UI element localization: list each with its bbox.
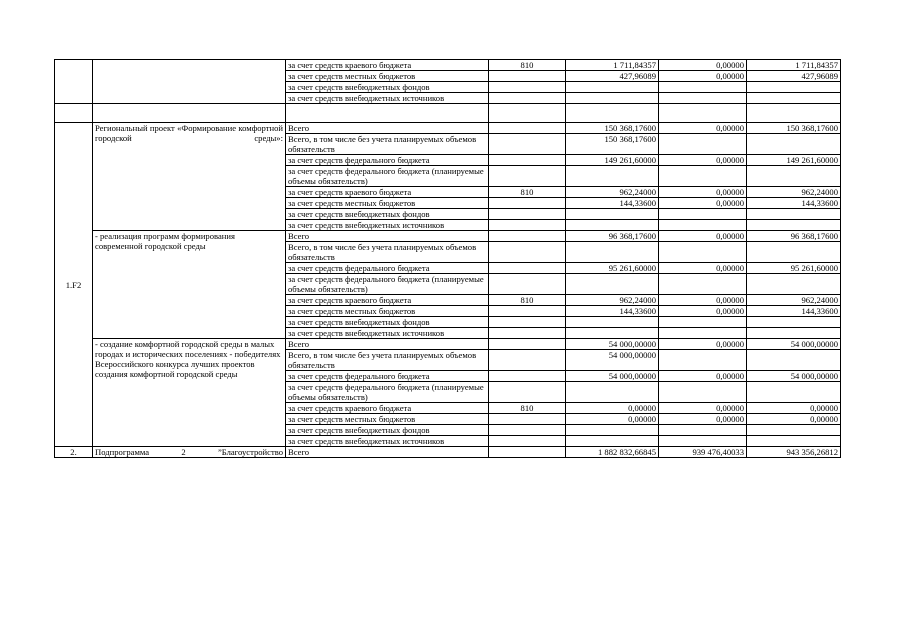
funding-source-cell: за счет средств краевого бюджета xyxy=(286,295,489,306)
amount-column-2-cell xyxy=(659,209,747,220)
funding-source-cell: Всего xyxy=(286,123,489,134)
funding-source-cell: за счет средств краевого бюджета xyxy=(286,403,489,414)
total-amount-cell: 427,96089 xyxy=(566,71,659,82)
amount-column-2-cell xyxy=(659,242,747,263)
amount-column-2-cell xyxy=(659,274,747,295)
total-amount-cell xyxy=(566,436,659,447)
empty-cell xyxy=(93,104,286,123)
amount-column-2-cell: 0,00000 xyxy=(659,155,747,166)
funding-source-cell: за счет средств местных бюджетов xyxy=(286,198,489,209)
empty-cell xyxy=(659,104,747,123)
budget-code-cell xyxy=(489,93,566,104)
funding-source-cell: за счет средств федерального бюджета (планируемые объемы обязательств) xyxy=(286,274,489,295)
budget-code-cell xyxy=(489,328,566,339)
table-row xyxy=(55,60,841,71)
funding-source-cell: за счет средств местных бюджетов xyxy=(286,306,489,317)
amount-column-3-cell xyxy=(747,220,841,231)
row-number-cell xyxy=(55,60,93,104)
total-amount-cell: 54 000,00000 xyxy=(566,339,659,350)
funding-source-cell: за счет средств внебюджетных источников xyxy=(286,328,489,339)
total-amount-cell xyxy=(566,382,659,403)
empty-cell xyxy=(55,104,93,123)
amount-column-2-cell: 0,00000 xyxy=(659,306,747,317)
total-amount-cell: 149 261,60000 xyxy=(566,155,659,166)
amount-column-3-cell: 943 356,26812 xyxy=(747,447,841,458)
budget-code-cell xyxy=(489,220,566,231)
amount-column-2-cell: 0,00000 xyxy=(659,60,747,71)
amount-column-3-cell: 962,24000 xyxy=(747,187,841,198)
amount-column-3-cell xyxy=(747,93,841,104)
budget-code-cell xyxy=(489,209,566,220)
amount-column-2-cell xyxy=(659,382,747,403)
budget-code-cell: 810 xyxy=(489,60,566,71)
amount-column-3-cell: 962,24000 xyxy=(747,295,841,306)
amount-column-3-cell xyxy=(747,328,841,339)
funding-source-cell: за счет средств внебюджетных источников xyxy=(286,220,489,231)
funding-source-cell: за счет средств краевого бюджета xyxy=(286,187,489,198)
funding-source-cell: Всего, в том числе без учета планируемых объемов обязательств xyxy=(286,242,489,263)
total-amount-cell xyxy=(566,93,659,104)
amount-column-3-cell: 0,00000 xyxy=(747,414,841,425)
empty-cell xyxy=(566,104,659,123)
funding-source-cell: за счет средств местных бюджетов xyxy=(286,414,489,425)
funding-source-cell: за счет средств внебюджетных фондов xyxy=(286,209,489,220)
amount-column-3-cell xyxy=(747,242,841,263)
amount-column-2-cell: 0,00000 xyxy=(659,339,747,350)
spacer-row xyxy=(55,104,841,123)
funding-source-cell: за счет средств внебюджетных источников xyxy=(286,436,489,447)
amount-column-3-cell: 54 000,00000 xyxy=(747,371,841,382)
total-amount-cell: 150 368,17600 xyxy=(566,134,659,155)
amount-column-2-cell xyxy=(659,317,747,328)
budget-code-cell xyxy=(489,263,566,274)
funding-source-cell: за счет средств федерального бюджета xyxy=(286,155,489,166)
amount-column-2-cell xyxy=(659,328,747,339)
funding-source-cell: за счет средств внебюджетных фондов xyxy=(286,425,489,436)
budget-code-cell: 810 xyxy=(489,403,566,414)
total-amount-cell: 144,33600 xyxy=(566,198,659,209)
total-amount-cell xyxy=(566,166,659,187)
table-row xyxy=(55,123,841,134)
amount-column-3-cell: 150 368,17600 xyxy=(747,123,841,134)
table-row xyxy=(55,231,841,242)
total-amount-cell: 150 368,17600 xyxy=(566,123,659,134)
budget-code-cell xyxy=(489,134,566,155)
empty-cell xyxy=(747,104,841,123)
row-name-cell: Подпрограмма 2 ”Благоустройство xyxy=(93,447,286,458)
total-amount-cell: 1 711,84357 xyxy=(566,60,659,71)
row-number-cell: 2. xyxy=(55,447,93,458)
funding-source-cell: Всего, в том числе без учета планируемых объемов обязательств xyxy=(286,350,489,371)
funding-source-cell: Всего xyxy=(286,447,489,458)
funding-source-cell: Всего, в том числе без учета планируемых объемов обязательств xyxy=(286,134,489,155)
total-amount-cell: 54 000,00000 xyxy=(566,371,659,382)
amount-column-3-cell: 149 261,60000 xyxy=(747,155,841,166)
budget-code-cell: 810 xyxy=(489,187,566,198)
amount-column-3-cell: 54 000,00000 xyxy=(747,339,841,350)
amount-column-2-cell xyxy=(659,425,747,436)
amount-column-3-cell xyxy=(747,209,841,220)
amount-column-2-cell: 0,00000 xyxy=(659,198,747,209)
amount-column-3-cell xyxy=(747,436,841,447)
funding-source-cell: Всего xyxy=(286,231,489,242)
funding-source-cell: за счет средств внебюджетных фондов xyxy=(286,82,489,93)
funding-source-cell: за счет средств внебюджетных фондов xyxy=(286,317,489,328)
budget-code-cell xyxy=(489,123,566,134)
budget-code-cell xyxy=(489,242,566,263)
amount-column-3-cell: 1 711,84357 xyxy=(747,60,841,71)
amount-column-2-cell xyxy=(659,93,747,104)
amount-column-2-cell xyxy=(659,166,747,187)
total-amount-cell: 962,24000 xyxy=(566,295,659,306)
amount-column-3-cell: 144,33600 xyxy=(747,198,841,209)
empty-cell xyxy=(489,104,566,123)
total-amount-cell: 1 882 832,66845 xyxy=(566,447,659,458)
budget-code-cell xyxy=(489,350,566,371)
section-number-cell: 1.F2 xyxy=(55,123,93,447)
row-name-cell xyxy=(93,60,286,104)
funding-source-cell: за счет средств федерального бюджета (планируемые объемы обязательств) xyxy=(286,166,489,187)
budget-code-cell xyxy=(489,274,566,295)
amount-column-2-cell: 0,00000 xyxy=(659,187,747,198)
funding-source-cell: за счет средств внебюджетных источников xyxy=(286,93,489,104)
amount-column-2-cell: 0,00000 xyxy=(659,231,747,242)
total-amount-cell xyxy=(566,209,659,220)
amount-column-3-cell: 144,33600 xyxy=(747,306,841,317)
amount-column-2-cell: 0,00000 xyxy=(659,123,747,134)
amount-column-2-cell: 939 476,40033 xyxy=(659,447,747,458)
amount-column-3-cell: 96 368,17600 xyxy=(747,231,841,242)
budget-code-cell xyxy=(489,198,566,209)
funding-source-cell: за счет средств федерального бюджета (планируемые объемы обязательств) xyxy=(286,382,489,403)
total-amount-cell xyxy=(566,220,659,231)
amount-column-2-cell: 0,00000 xyxy=(659,371,747,382)
amount-column-3-cell xyxy=(747,425,841,436)
total-amount-cell: 962,24000 xyxy=(566,187,659,198)
budget-code-cell xyxy=(489,371,566,382)
table-row xyxy=(55,447,841,458)
total-amount-cell: 54 000,00000 xyxy=(566,350,659,371)
amount-column-2-cell xyxy=(659,220,747,231)
amount-column-3-cell xyxy=(747,82,841,93)
total-amount-cell: 95 261,60000 xyxy=(566,263,659,274)
amount-column-3-cell xyxy=(747,350,841,371)
budget-code-cell: 810 xyxy=(489,295,566,306)
budget-code-cell xyxy=(489,71,566,82)
table-row xyxy=(55,339,841,350)
amount-column-3-cell xyxy=(747,134,841,155)
budget-code-cell xyxy=(489,436,566,447)
amount-column-3-cell xyxy=(747,317,841,328)
amount-column-2-cell: 0,00000 xyxy=(659,295,747,306)
funding-source-cell: за счет средств федерального бюджета xyxy=(286,263,489,274)
budget-code-cell xyxy=(489,82,566,93)
budget-code-cell xyxy=(489,447,566,458)
budget-code-cell xyxy=(489,317,566,328)
funding-source-cell: за счет средств федерального бюджета xyxy=(286,371,489,382)
budget-code-cell xyxy=(489,231,566,242)
group-name-cell: - создание комфортной городской среды в малых городах и исторических поселениях - победителях Всероссийского конкурса лучших проектов создания комфортной городской среды xyxy=(93,339,286,447)
total-amount-cell xyxy=(566,274,659,295)
funding-source-cell: за счет средств местных бюджетов xyxy=(286,71,489,82)
total-amount-cell xyxy=(566,242,659,263)
budget-code-cell xyxy=(489,155,566,166)
amount-column-3-cell xyxy=(747,382,841,403)
empty-cell xyxy=(286,104,489,123)
total-amount-cell xyxy=(566,328,659,339)
amount-column-3-cell: 427,96089 xyxy=(747,71,841,82)
amount-column-3-cell xyxy=(747,274,841,295)
amount-column-3-cell: 0,00000 xyxy=(747,403,841,414)
amount-column-2-cell: 0,00000 xyxy=(659,414,747,425)
budget-table xyxy=(54,59,841,458)
total-amount-cell: 0,00000 xyxy=(566,403,659,414)
amount-column-2-cell xyxy=(659,436,747,447)
budget-code-cell xyxy=(489,382,566,403)
amount-column-2-cell xyxy=(659,350,747,371)
amount-column-2-cell: 0,00000 xyxy=(659,71,747,82)
group-name-cell: Региональный проект «Формирование комфортной городской среды»: xyxy=(93,123,286,231)
total-amount-cell xyxy=(566,317,659,328)
amount-column-2-cell xyxy=(659,82,747,93)
funding-source-cell: за счет средств краевого бюджета xyxy=(286,60,489,71)
budget-code-cell xyxy=(489,166,566,187)
total-amount-cell: 0,00000 xyxy=(566,414,659,425)
group-name-cell: - реализация программ формирования современной городской среды xyxy=(93,231,286,339)
total-amount-cell xyxy=(566,82,659,93)
amount-column-2-cell: 0,00000 xyxy=(659,403,747,414)
amount-column-3-cell xyxy=(747,166,841,187)
total-amount-cell: 96 368,17600 xyxy=(566,231,659,242)
budget-code-cell xyxy=(489,414,566,425)
total-amount-cell xyxy=(566,425,659,436)
total-amount-cell: 144,33600 xyxy=(566,306,659,317)
budget-code-cell xyxy=(489,339,566,350)
amount-column-2-cell xyxy=(659,134,747,155)
amount-column-3-cell: 95 261,60000 xyxy=(747,263,841,274)
budget-code-cell xyxy=(489,425,566,436)
amount-column-2-cell: 0,00000 xyxy=(659,263,747,274)
budget-code-cell xyxy=(489,306,566,317)
funding-source-cell: Всего xyxy=(286,339,489,350)
